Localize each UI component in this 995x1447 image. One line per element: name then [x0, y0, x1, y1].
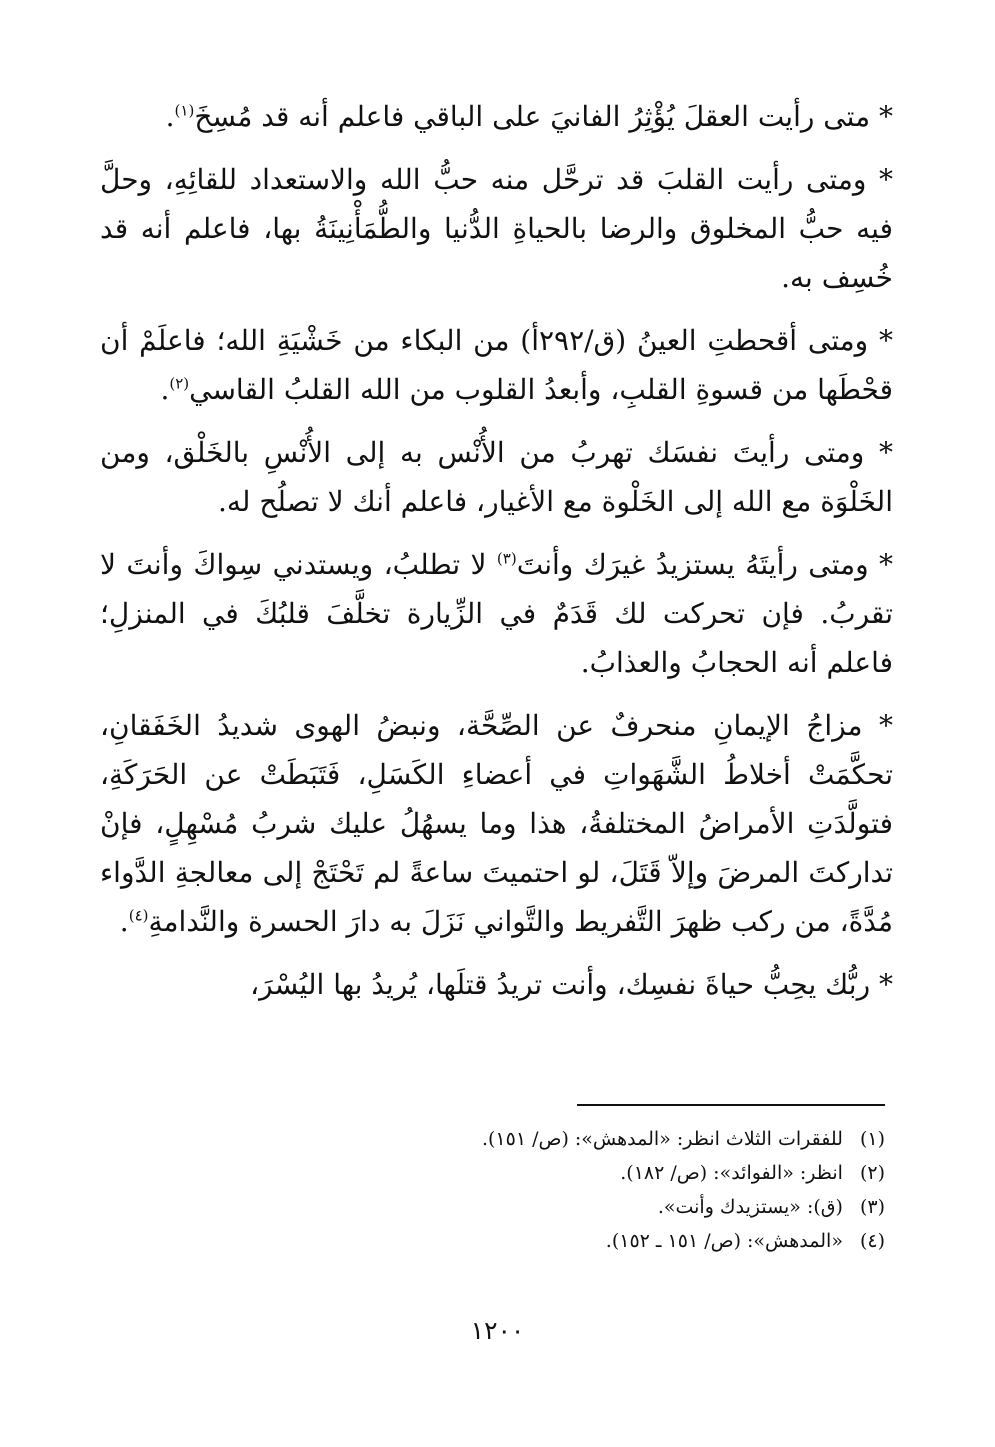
paragraph-text: * ومتى رأيت القلبَ قد ترحَّل منه حبُّ الله والاستعداد للقائِهِ، وحلَّ فيه حبُّ المخلوق والرضا بالحياةِ الدُّنيا والطُّمَأْنِينَةُ بها، فاعلم أنه قد خُسِف به.	[100, 163, 893, 294]
footnote-text: (ق): «يستزيدك وأنت».	[657, 1196, 843, 1218]
footnote-number: (٣)	[859, 1196, 885, 1218]
paragraph-tail: .	[165, 100, 175, 133]
paragraph-tail: .	[119, 905, 129, 938]
paragraph-text: * متى رأيت العقلَ يُؤْثِرُ الفانيَ على الباقي فاعلم أنه قد مُسِخَ	[194, 100, 893, 133]
paragraph-text: * ومتى أقحطتِ العينُ (ق/٢٩٢أ) من البكاء من خَشْيَةِ الله؛ فاعلَمْ أن قحْطَها من قسوةِ القلبِ، وأبعدُ القلوب من الله القلبُ القاسي	[100, 324, 893, 406]
paragraph-tail: لا تطلبُ، ويستدني سِواكَ وأنتَ لا تقربُ. فإن تحركت لك قَدَمٌ في الزِّيارة تخلَّفَ قلبُكَ في المنزلِ؛ فاعلم أنه الحجابُ والعذابُ.	[100, 548, 893, 679]
paragraph-text: * مزاجُ الإيمانِ منحرفٌ عن الصِّحَّة، ونبضُ الهوى شديدُ الخَفَقانِ، تحكَّمَتْ أخلاطُ الشَّهَواتِ في أعضاءِ الكَسَلِ، فَتَبَطَتْ عن الحَرَكَةِ، فتولَّدَتِ الأمراضُ المختلفةُ، هذا وما يسهُلُ عليك شربُ مُسْهِلٍ، فإنْ تداركتَ المرضَ وإلاّ قَتَلَ، لو احتميتَ ساعةً لم تَحْتَجْ إلى معالجةِ الدَّواء مُدَّةً، من ركب ظهرَ التَّفريط والتَّواني نَزَلَ به دارَ الحسرة والنَّدامةِ	[100, 709, 893, 938]
paragraph-tail: .	[160, 373, 170, 406]
paragraph-5	[100, 540, 893, 687]
footnote-number: (٢)	[859, 1162, 885, 1184]
main-text	[100, 92, 893, 1023]
paragraph-3	[100, 316, 893, 414]
footnote-4	[300, 1224, 885, 1258]
footnotes	[300, 1122, 885, 1258]
footnote-separator	[577, 1104, 885, 1106]
footnote-ref: (٤)	[128, 906, 149, 925]
footnote-text: انظر: «الفوائد»: (ص/ ١٨٢).	[620, 1162, 843, 1184]
paragraph-text: * ربُّك يحِبُّ حياةَ نفسِك، وأنت تريدُ قتلَها، يُريدُ بها اليُسْرَ،	[250, 968, 893, 1001]
footnote-ref: (٣)	[496, 549, 517, 568]
footnote-number: (٤)	[859, 1230, 885, 1252]
footnote-1	[300, 1122, 885, 1156]
page-number: ١٢٠٠	[470, 1316, 525, 1345]
paragraph-4	[100, 428, 893, 526]
footnote-3	[300, 1190, 885, 1224]
paragraph-text: * ومتى رأيتَ نفسَك تهربُ من الأُنْس به إلى الأُنْسِ بالخَلْق، ومن الخَلْوَة مع الله إلى الخَلْوة مع الأغيار، فاعلم أنك لا تصلُح له.	[100, 436, 893, 518]
footnote-2	[300, 1156, 885, 1190]
footnote-ref: (١)	[174, 101, 195, 120]
paragraph-2	[100, 155, 893, 302]
paragraph-7	[100, 960, 893, 1009]
footnote-ref: (٢)	[169, 374, 190, 393]
footnote-text: للفقرات الثلاث انظر: «المدهش»: (ص/ ١٥١).	[481, 1128, 843, 1150]
paragraph-6	[100, 701, 893, 946]
footnote-text: «المدهش»: (ص/ ١٥١ ـ ١٥٢).	[605, 1230, 843, 1252]
paragraph-text: * ومتى رأيتَهُ يستزيدُ غيرَك وأنتَ	[516, 548, 893, 581]
paragraph-1	[100, 92, 893, 141]
footnote-number: (١)	[859, 1128, 885, 1150]
